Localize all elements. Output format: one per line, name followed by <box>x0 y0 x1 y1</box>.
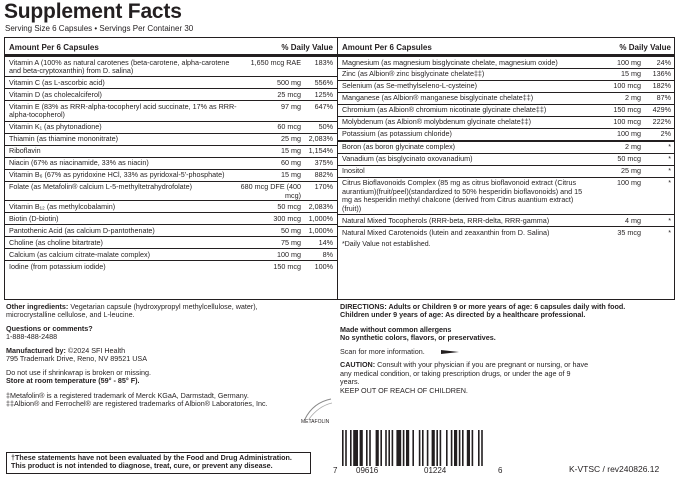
nutrient-daily-value: 429% <box>652 105 671 115</box>
shrinkwrap-warning: Do not use if shrinkwrap is broken or missing. <box>6 367 152 377</box>
fda-line-1: †These statements have not been evaluated by the Food and Drug Administration. <box>11 453 292 462</box>
nutrient-amount: 680 mcg DFE (400 mcg) <box>240 182 301 200</box>
keep-out-of-reach: KEEP OUT OF REACH OF CHILDREN. <box>340 385 468 395</box>
nutrient-name: Zinc (as Albion® zinc bisglycinate chelate‡‡) <box>342 69 485 79</box>
right-rows <box>338 57 675 239</box>
nutrient-row <box>5 170 337 182</box>
scan-text: Scan for more information. <box>340 346 425 356</box>
right-lower-info <box>340 303 670 395</box>
manufacturer-address: 795 Trademark Drive, Reno, NV 89521 USA <box>6 354 148 364</box>
nutrient-daily-value: 375% <box>314 158 333 168</box>
directions-text: Adults or Children 9 or more years of age: 6 capsules daily with food. <box>388 302 626 311</box>
nutrient-daily-value: 647% <box>314 101 333 111</box>
nutrient-row <box>5 261 337 273</box>
nutrient-row <box>338 105 675 117</box>
nutrient-name: Folate (as Metafolin® calcium L-5-methyltetrahydrofolate) <box>9 182 193 192</box>
nutrient-amount: 15 mg <box>621 69 641 79</box>
dv-header: % Daily Value <box>619 42 671 52</box>
nutrient-row <box>5 213 337 225</box>
barcode-digits-right: 01224 <box>424 466 447 475</box>
right-header <box>338 38 675 57</box>
nutrient-daily-value: 556% <box>314 77 333 87</box>
nutrient-daily-value: 14% <box>318 237 333 247</box>
nutrient-daily-value: 24% <box>656 57 671 67</box>
nutrient-amount: 25 mg <box>621 166 641 176</box>
phone-number: 1-888-488-2488 <box>6 332 58 342</box>
manufacturer-name: ©2024 SFI Health <box>67 345 126 355</box>
nutrient-name: Vitamin B₆ (67% as pyridoxine HCl, 33% as pyridoxal-5'-phosphate) <box>9 170 225 180</box>
nutrient-row <box>338 166 675 178</box>
nutrient-daily-value: 125% <box>314 89 333 99</box>
left-rows <box>5 57 337 273</box>
nutrient-name: Inositol <box>342 166 365 176</box>
nutrient-name: Chromium (as Albion® chromium nicotinate glycinate chelate‡‡) <box>342 105 547 115</box>
left-column <box>5 38 338 299</box>
nutrient-amount: 150 mcg <box>273 261 301 271</box>
barcode-digits-left: 09616 <box>356 466 379 475</box>
nutrient-daily-value: 2% <box>660 129 671 139</box>
product-code: K-VTSC / rev240826.12 <box>569 464 660 474</box>
amount-header: Amount Per 6 Capsules <box>9 42 99 52</box>
nutrient-amount: 35 mcg <box>617 227 641 237</box>
barcode-digit-last: 6 <box>498 466 503 475</box>
caution <box>340 361 590 386</box>
nutrient-amount: 100 mcg <box>613 117 641 127</box>
nutrient-amount: 100 mg <box>617 57 641 67</box>
nutrient-row <box>5 57 337 77</box>
nutrient-name: Vitamin D (as cholecalciferol) <box>9 89 102 99</box>
nutrient-name: Thiamin (as thiamine mononitrate) <box>9 134 119 144</box>
left-lower-info <box>6 303 306 409</box>
synthetic-statement: No synthetic colors, flavors, or preservatives. <box>340 333 496 343</box>
nutrient-daily-value: * <box>668 227 671 237</box>
nutrient-name: Riboflavin <box>9 146 41 156</box>
fda-line-2: This product is not intended to diagnose, treat, cure, or prevent any disease. <box>11 461 273 471</box>
nutrient-row <box>338 154 675 166</box>
nutrient-row <box>338 178 675 215</box>
nutrient-amount: 75 mg <box>281 237 301 247</box>
right-column <box>338 38 675 299</box>
nutrient-amount: 100 mg <box>277 249 301 259</box>
nutrient-name: Niacin (67% as niacinamide, 33% as niacin) <box>9 158 149 168</box>
nutrient-row <box>5 89 337 101</box>
nutrient-daily-value: * <box>668 154 671 164</box>
nutrient-name: Calcium (as calcium citrate-malate complex) <box>9 249 150 259</box>
nutrient-row <box>5 182 337 201</box>
nutrient-daily-value: 1,000% <box>308 225 333 235</box>
nutrient-amount: 50 mg <box>281 225 301 235</box>
nutrient-name: Citrus Bioflavonoids Complex (85 mg as citrus bioflavonoid extract (Citrus aurantium)(fruit/peel)(standardized to 50% hesperidin bioflavonoids) and 15 mg as hesperidin methyl chalcone (derived from Citrus auantium extract)(fruit)) <box>342 178 583 213</box>
nutrient-row <box>5 158 337 170</box>
nutrient-name: Magnesium (as magnesium bisglycinate chelate, magnesium oxide) <box>342 57 558 67</box>
nutrient-row <box>338 215 675 227</box>
directions-children: Children under 9 years of age: As directed by a healthcare professional. <box>340 310 586 320</box>
nutrient-name: Biotin (D-biotin) <box>9 213 59 223</box>
nutrient-daily-value: 1,154% <box>308 146 333 156</box>
nutrient-amount: 25 mcg <box>277 89 301 99</box>
nutrient-row <box>5 134 337 146</box>
nutrient-amount: 60 mg <box>281 158 301 168</box>
nutrient-row <box>5 201 337 213</box>
nutrient-amount: 500 mg <box>277 77 301 87</box>
nutrient-name: Pantothenic Acid (as calcium D-pantothenate) <box>9 225 155 235</box>
nutrient-amount: 300 mcg <box>273 213 301 223</box>
nutrient-daily-value: 1,000% <box>308 213 333 223</box>
nutrient-amount: 97 mg <box>281 101 301 111</box>
nutrient-amount: 4 mg <box>625 215 641 225</box>
amount-header: Amount Per 6 Capsules <box>342 42 432 52</box>
metafolin-logo-text: METAFOLIN <box>301 419 330 425</box>
nutrient-name: Manganese (as Albion® manganese bisglycinate chelate‡‡) <box>342 93 534 103</box>
nutrient-row <box>338 227 675 239</box>
nutrient-daily-value: 87% <box>656 93 671 103</box>
nutrient-name: Iodine (from potassium iodide) <box>9 261 106 271</box>
nutrient-daily-value: 183% <box>314 57 333 67</box>
nutrient-row <box>5 77 337 89</box>
nutrient-daily-value: 8% <box>322 249 333 259</box>
nutrient-amount: 15 mg <box>281 146 301 156</box>
nutrient-daily-value: 2,083% <box>308 201 333 211</box>
nutrient-name: Molybdenum (as Albion® molybdenum glycinate chelate‡‡) <box>342 117 532 127</box>
supplement-facts-panel <box>2 2 677 476</box>
nutrient-amount: 100 mcg <box>613 81 641 91</box>
other-ingredients-label: Other ingredients: <box>6 302 69 311</box>
nutrient-amount: 150 mcg <box>613 105 641 115</box>
nutrient-name: Natural Mixed Carotenoids (lutein and zeaxanthin from D. Salina) <box>342 227 550 237</box>
arrow-right-icon <box>441 349 459 355</box>
nutrient-daily-value: 50% <box>318 122 333 132</box>
nutrient-daily-value: 136% <box>652 69 671 79</box>
left-header <box>5 38 337 57</box>
nutrient-daily-value: * <box>668 166 671 176</box>
nutrient-daily-value: 2,083% <box>308 134 333 144</box>
manufacturer-label: Manufactured by: <box>6 345 66 355</box>
nutrient-name: Vanadium (as bisglycinato oxovanadium) <box>342 154 473 164</box>
nutrient-daily-value: 882% <box>314 170 333 180</box>
nutrient-amount: 2 mg <box>625 142 641 152</box>
nutrient-daily-value: * <box>668 178 671 188</box>
nutrient-name: Potassium (as potassium chloride) <box>342 129 452 139</box>
directions-label: DIRECTIONS: <box>340 302 387 311</box>
caution-label: CAUTION: <box>340 360 376 370</box>
nutrient-daily-value: * <box>668 215 671 225</box>
dv-footnote: *Daily Value not established. <box>342 240 431 248</box>
scan-info <box>340 348 670 356</box>
nutrient-name: Boron (as boron glycinate complex) <box>342 142 456 152</box>
dv-header: % Daily Value <box>281 42 333 52</box>
nutrient-name: Choline (as choline bitartrate) <box>9 237 103 247</box>
trademark-metafolin: ‡Metafolin® is a registered trademark of Merck KGaA, Darmstadt, Germany. <box>6 390 249 400</box>
allergen-statement: Made without common allergens <box>340 324 452 334</box>
nutrient-row <box>338 129 675 142</box>
nutrient-row <box>5 101 337 121</box>
nutrient-row <box>338 93 675 105</box>
fda-disclaimer <box>6 452 311 474</box>
questions-label: Questions or comments? <box>6 323 93 333</box>
nutrient-amount: 50 mcg <box>277 201 301 211</box>
nutrient-row <box>5 237 337 249</box>
nutrient-row <box>338 57 675 69</box>
upc-barcode <box>342 430 494 466</box>
nutrient-name: Vitamin E (83% as RRR-alpha-tocopheryl acid succinate, 17% as RRR-alpha-tocopherol) <box>9 101 237 120</box>
panel-title: Supplement Facts <box>4 0 182 23</box>
nutrient-name: Selenium (as Se-methylseleno-L-cysteine) <box>342 81 478 91</box>
nutrient-daily-value: * <box>668 142 671 152</box>
nutrient-daily-value: 170% <box>314 182 333 192</box>
nutrient-daily-value: 100% <box>314 261 333 271</box>
nutrient-amount: 1,650 mcg RAE <box>250 57 301 67</box>
nutrient-row <box>5 146 337 158</box>
nutrient-amount: 100 mg <box>617 129 641 139</box>
nutrient-name: Vitamin B₁₂ (as methylcobalamin) <box>9 201 116 211</box>
other-ingredients <box>6 303 306 320</box>
nutrient-daily-value: 222% <box>652 117 671 127</box>
storage-instructions: Store at room temperature (59° - 85° F). <box>6 376 140 386</box>
nutrient-row <box>338 117 675 129</box>
serving-info: Serving Size 6 Capsules • Servings Per Container 30 <box>5 24 194 33</box>
other-ingredients-text: Vegetarian capsule (hydroxypropyl methylcellulose, water), microcrystalline cellulose, and L-leucine. <box>6 302 258 320</box>
nutrient-amount: 15 mg <box>281 170 301 180</box>
facts-table <box>4 37 675 300</box>
nutrient-row <box>5 122 337 134</box>
nutrient-row <box>338 81 675 93</box>
nutrient-amount: 25 mg <box>281 134 301 144</box>
nutrient-name: Vitamin C (as L-ascorbic acid) <box>9 77 105 87</box>
nutrient-amount: 50 mcg <box>617 154 641 164</box>
nutrient-row <box>338 69 675 81</box>
nutrient-name: Natural Mixed Tocopherols (RRR-beta, RRR-delta, RRR-gamma) <box>342 215 550 225</box>
nutrient-name: Vitamin K₁ (as phytonadione) <box>9 122 102 132</box>
barcode-digit-first: 7 <box>333 466 338 475</box>
nutrient-row <box>5 225 337 237</box>
caution-text: Consult with your physician if you are pregnant or nursing, or have any medical condition, or taking prescription drugs, or under the age of 9 years. <box>340 360 589 387</box>
nutrient-name: Vitamin A (100% as natural carotenes (beta-carotene, alpha-carotene and beta-cryptoxanthin) from D. salina) <box>9 57 230 75</box>
nutrient-row <box>5 249 337 261</box>
trademark-albion: ‡‡Albion® and Ferrochel® are registered trademarks of Albion® Laboratories, Inc. <box>6 399 268 409</box>
nutrient-amount: 100 mg <box>617 178 641 188</box>
nutrient-daily-value: 182% <box>652 81 671 91</box>
nutrient-amount: 2 mg <box>625 93 641 103</box>
nutrient-amount: 60 mcg <box>277 122 301 132</box>
nutrient-row <box>338 142 675 154</box>
